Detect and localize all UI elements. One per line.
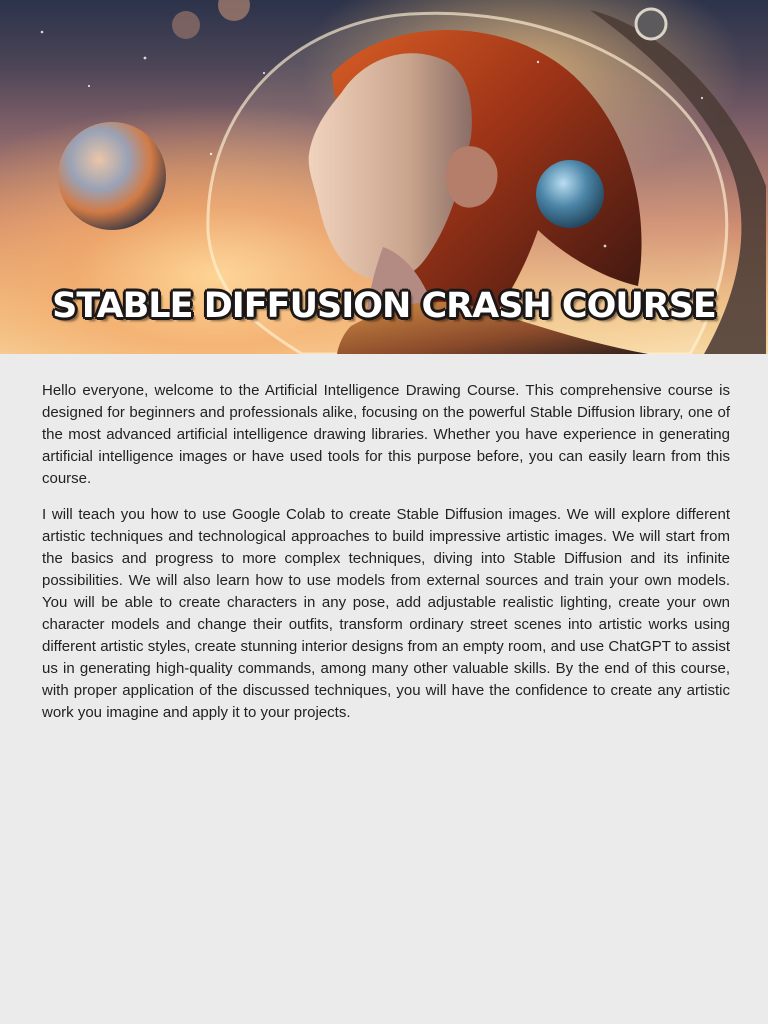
planet-in-helmet bbox=[536, 160, 604, 228]
course-description bbox=[42, 380, 730, 738]
small-planet-top bbox=[172, 11, 200, 39]
page-title: STABLE DIFFUSION CRASH COURSE bbox=[52, 286, 716, 326]
details-paragraph: I will teach you how to use Google Colab to create Stable Diffusion images. We will explore different artistic techniques and technological approaches to build impressive artistic images. We will start from the basics and progress to more complex techniques, diving into Stable Diffusion and its infinite possibilities. We will also learn how to use models from external sources and train your own models. You will be able to create characters in any pose, add adjustable realistic lighting, create your own character models and change their outfits, transform ordinary street scenes into artistic works using different artistic styles, create stunning interior designs from an empty room, and use ChatGPT to assist us in generating high-quality commands, among many other valuable skills. By the end of this course, with proper application of the discussed techniques, you will have the confidence to create any artistic work you imagine and apply it to your projects. bbox=[42, 506, 730, 721]
intro-paragraph: Hello everyone, welcome to the Artificial Intelligence Drawing Course. This comprehensive course is designed for beginners and professionals alike, focusing on the powerful Stable Diffusion library, one of the most advanced artificial intelligence drawing libraries. Whether you have experience in generating artificial intelligence images or have used tools for this purpose before, you can easily learn from this course. bbox=[42, 382, 730, 487]
planet-left bbox=[58, 122, 166, 230]
small-planet-top-right bbox=[218, 0, 250, 21]
hero-banner bbox=[0, 0, 768, 354]
helmet-light-icon bbox=[636, 9, 666, 39]
